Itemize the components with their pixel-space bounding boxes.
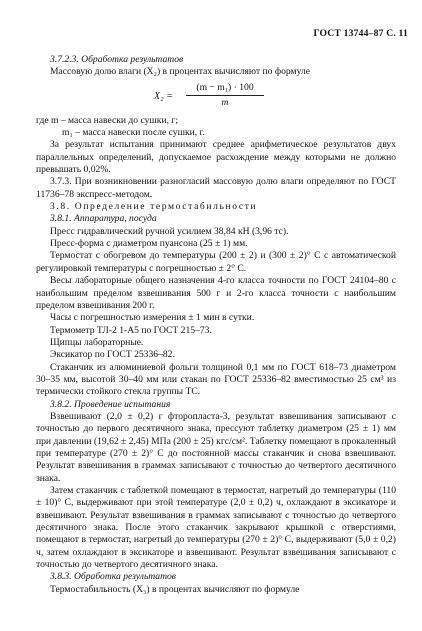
paragraph: Щипцы лабораторные. [50, 336, 144, 348]
paragraph: Термостабильность (X₃) в процентах вычисляют по формуле [50, 583, 300, 595]
paragraph: 3.7.3. При возникновении разногласий массовую долю влаги определяют по ГОСТ 11736–78 экспресс-методом. [36, 176, 396, 200]
paragraph: Пресс-форма с диаметром пуансона (25 ± 1) мм. [50, 238, 248, 250]
section-3-8-title: 3.8. Определение термостабильности [50, 201, 258, 213]
paragraph: m₁ – масса навески после сушки, г. [62, 127, 205, 139]
paragraph: Взвешивают (2,0 ± 0,2) г фторопласта-3, результат взвешивания записывают с точностью до первого десятичного знака, прессуют таблетку диаметром (25 ± 1) мм при давлении (19,62 ± 2,45) МПа (200 ± 25) кгс/см². Таблетку помещают в прокаленный при температуре (270 ± 2)° С до постоянной массы стаканчик и снова взвешивают. Результат взвешивания в граммах записывают с точностью до четвертого десятичного знака. [36, 410, 396, 484]
paragraph: Затем стаканчик с таблеткой помещают в термостат, нагретый до температуры (110 ± 10)° С, выдерживают при этой температуре (2,0 ± 0,2) ч, охлаждают в эксикаторе и взвешивают. Результат взвешивания в граммах записывают с точностью до четвертого десятичного знака. После этого стаканчик закрывают крышкой с отверстиями, помещают в термостат, нагретый до температуры (270 ± 2)° С, выдерживают (5,0 ± 0,2) ч, затем охлаждают в эксикаторе и взвешивают. Результат взвешивания записывают с точностью до четвертого десятичного знака. [36, 485, 396, 571]
fraction-bar [186, 95, 264, 96]
paragraph: Термостат с обогревом до температуры (200 ± 2) и (300 ± 2)° С с автоматической регулировкой температуры с погрешностью ± 2° С. [36, 250, 396, 274]
formula-numerator: (m − m₁) · 100 [196, 81, 254, 93]
section-3-7-2-3-title: 3.7.2.3. Обработка результатов [50, 54, 184, 65]
paragraph: Массовую долю влаги (X₂) в процентах вычисляют по формуле [50, 66, 311, 78]
section-3-8-1-title: 3.8.1. Аппаратура, посуда [50, 213, 157, 225]
section-3-8-2-title: 3.8.2. Проведение испытания [50, 398, 171, 410]
section-3-8-3-title: 3.8.3. Обработка результатов [50, 571, 176, 583]
document-body [36, 54, 396, 596]
formula-denominator: m [221, 96, 229, 108]
paragraph: Эксикатор по ГОСТ 25336–82. [50, 349, 175, 361]
formula-moisture [36, 81, 396, 115]
page-header: ГОСТ 13744–87 С. 11 [313, 28, 408, 39]
paragraph: За результат испытания принимают среднее арифметическое результатов двух параллельных определений, допускаемое расхождение между которыми не должно превышать 0,02%. [36, 139, 396, 176]
paragraph: где m – масса навески до сушки, г; [36, 114, 179, 126]
paragraph: Весы лабораторные общего назначения 4-го класса точности по ГОСТ 24104–80 с наибольшим пределом взвешивания 500 г и 2-го класса точности с наибольшим пределом взвешивания 200 г. [36, 275, 396, 311]
paragraph: Пресс гидравлический ручной усилием 38,84 кН (3,96 тс). [50, 225, 289, 237]
formula-lhs: X₂ = [154, 90, 173, 102]
paragraph: Термометр ТЛ-2 1-А5 по ГОСТ 215–73. [50, 324, 212, 336]
paragraph: Стаканчик из алюминиевой фольги толщиной 0,1 мм по ГОСТ 618–73 диаметром 30–35 мм, высотой 30–40 мм или стакан по ГОСТ 25336–82 вместимостью 25 см³ из термически стойкого стекла группы ТС. [36, 361, 396, 398]
paragraph: Часы с погрешностью измерения ± 1 мин в сутки. [50, 312, 255, 324]
